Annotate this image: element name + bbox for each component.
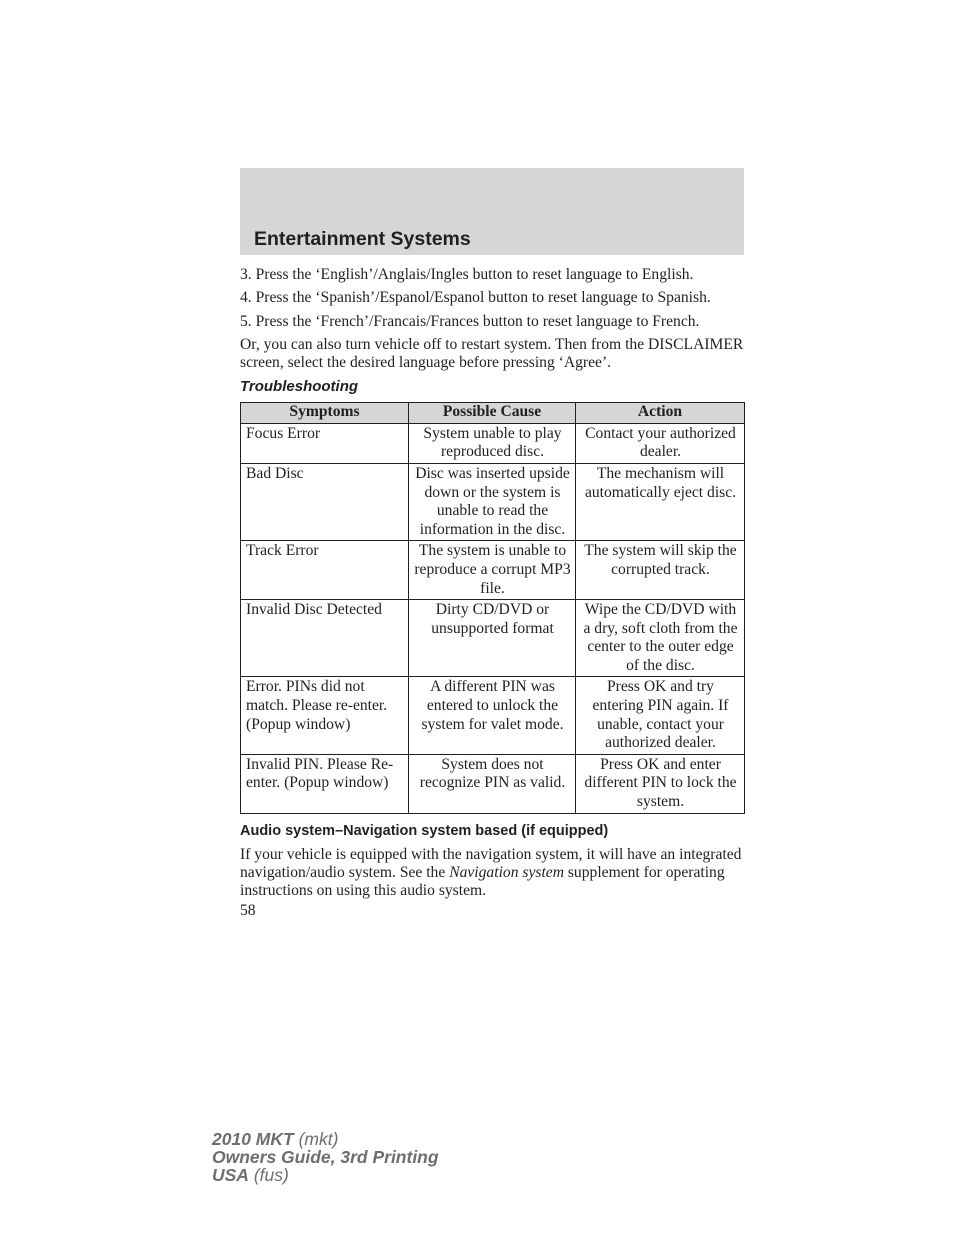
audio-navigation-heading: Audio system–Navigation system based (if equipped)	[240, 822, 609, 839]
cause-cell: Disc was inserted upside down or the system is unable to read the information in the disc.	[409, 463, 576, 540]
symptom-cell: Track Error	[241, 541, 409, 600]
page-content	[240, 266, 744, 920]
table-row	[241, 423, 745, 463]
table-row	[241, 677, 745, 754]
column-header-cause: Possible Cause	[409, 402, 576, 423]
section-title: Entertainment Systems	[254, 228, 471, 250]
table-row	[241, 754, 745, 813]
symptom-cell: Invalid Disc Detected	[241, 600, 409, 677]
footer-market-code: (fus)	[248, 1165, 289, 1185]
audio-navigation-paragraph	[240, 846, 744, 901]
step-3-paragraph: 3. Press the ‘English’/Anglais/Ingles button to reset language to English.	[240, 266, 694, 283]
audio-navigation-text-start: If your vehicle is equipped with the navigation system, it will have an integrated navigation/audio system. See the	[240, 845, 742, 881]
table-header-row	[241, 402, 745, 423]
action-cell: The system will skip the corrupted track.	[576, 541, 745, 600]
action-cell: Press OK and enter different PIN to lock the system.	[576, 754, 745, 813]
cause-cell: The system is unable to reproduce a corrupt MP3 file.	[409, 541, 576, 600]
footer-edition-line	[212, 1148, 439, 1166]
footer-market-line	[212, 1166, 439, 1184]
action-cell: Contact your authorized dealer.	[576, 423, 745, 463]
cause-cell: System unable to play reproduced disc.	[409, 423, 576, 463]
symptom-cell: Error. PINs did not match. Please re-enter. (Popup window)	[241, 677, 409, 754]
symptom-cell: Focus Error	[241, 423, 409, 463]
table-row	[241, 463, 745, 540]
troubleshooting-table	[240, 402, 745, 814]
step-5-paragraph: 5. Press the ‘French’/Francais/Frances button to reset language to French.	[240, 312, 700, 330]
action-cell: Wipe the CD/DVD with a dry, soft cloth from the center to the outer edge of the disc.	[576, 600, 745, 677]
footer-model-code: (mkt)	[293, 1129, 339, 1149]
page-number: 58	[240, 902, 256, 920]
navigation-system-reference: Navigation system	[449, 863, 564, 881]
footer-model: 2010 MKT	[212, 1129, 294, 1149]
troubleshooting-heading: Troubleshooting	[240, 377, 359, 395]
action-cell: The mechanism will automatically eject disc.	[576, 463, 745, 540]
symptom-cell: Bad Disc	[241, 463, 409, 540]
symptom-cell: Invalid PIN. Please Re-enter. (Popup window)	[241, 754, 409, 813]
section-header-band	[240, 168, 744, 255]
cause-cell: A different PIN was entered to unlock the system for valet mode.	[409, 677, 576, 754]
cause-cell: Dirty CD/DVD or unsupported format	[409, 600, 576, 677]
footer-model-line	[212, 1130, 439, 1148]
footer-edition: Owners Guide, 3rd Printing	[212, 1147, 439, 1167]
column-header-action: Action	[576, 402, 745, 423]
restart-paragraph: Or, you can also turn vehicle off to restart system. Then from the DISCLAIMER screen, select the desired language before pressing ‘Agree’.	[240, 336, 744, 372]
action-cell: Press OK and try entering PIN again. If unable, contact your authorized dealer.	[576, 677, 745, 754]
table-row	[241, 541, 745, 600]
footer-market: USA	[212, 1165, 249, 1185]
cause-cell: System does not recognize PIN as valid.	[409, 754, 576, 813]
table-row	[241, 600, 745, 677]
document-footer	[212, 1130, 439, 1184]
step-4-paragraph: 4. Press the ‘Spanish’/Espanol/Espanol button to reset language to Spanish.	[240, 289, 711, 307]
column-header-symptoms: Symptoms	[241, 402, 409, 423]
audio-navigation-text-end: supplement for operating instructions on using this audio system.	[240, 863, 725, 900]
